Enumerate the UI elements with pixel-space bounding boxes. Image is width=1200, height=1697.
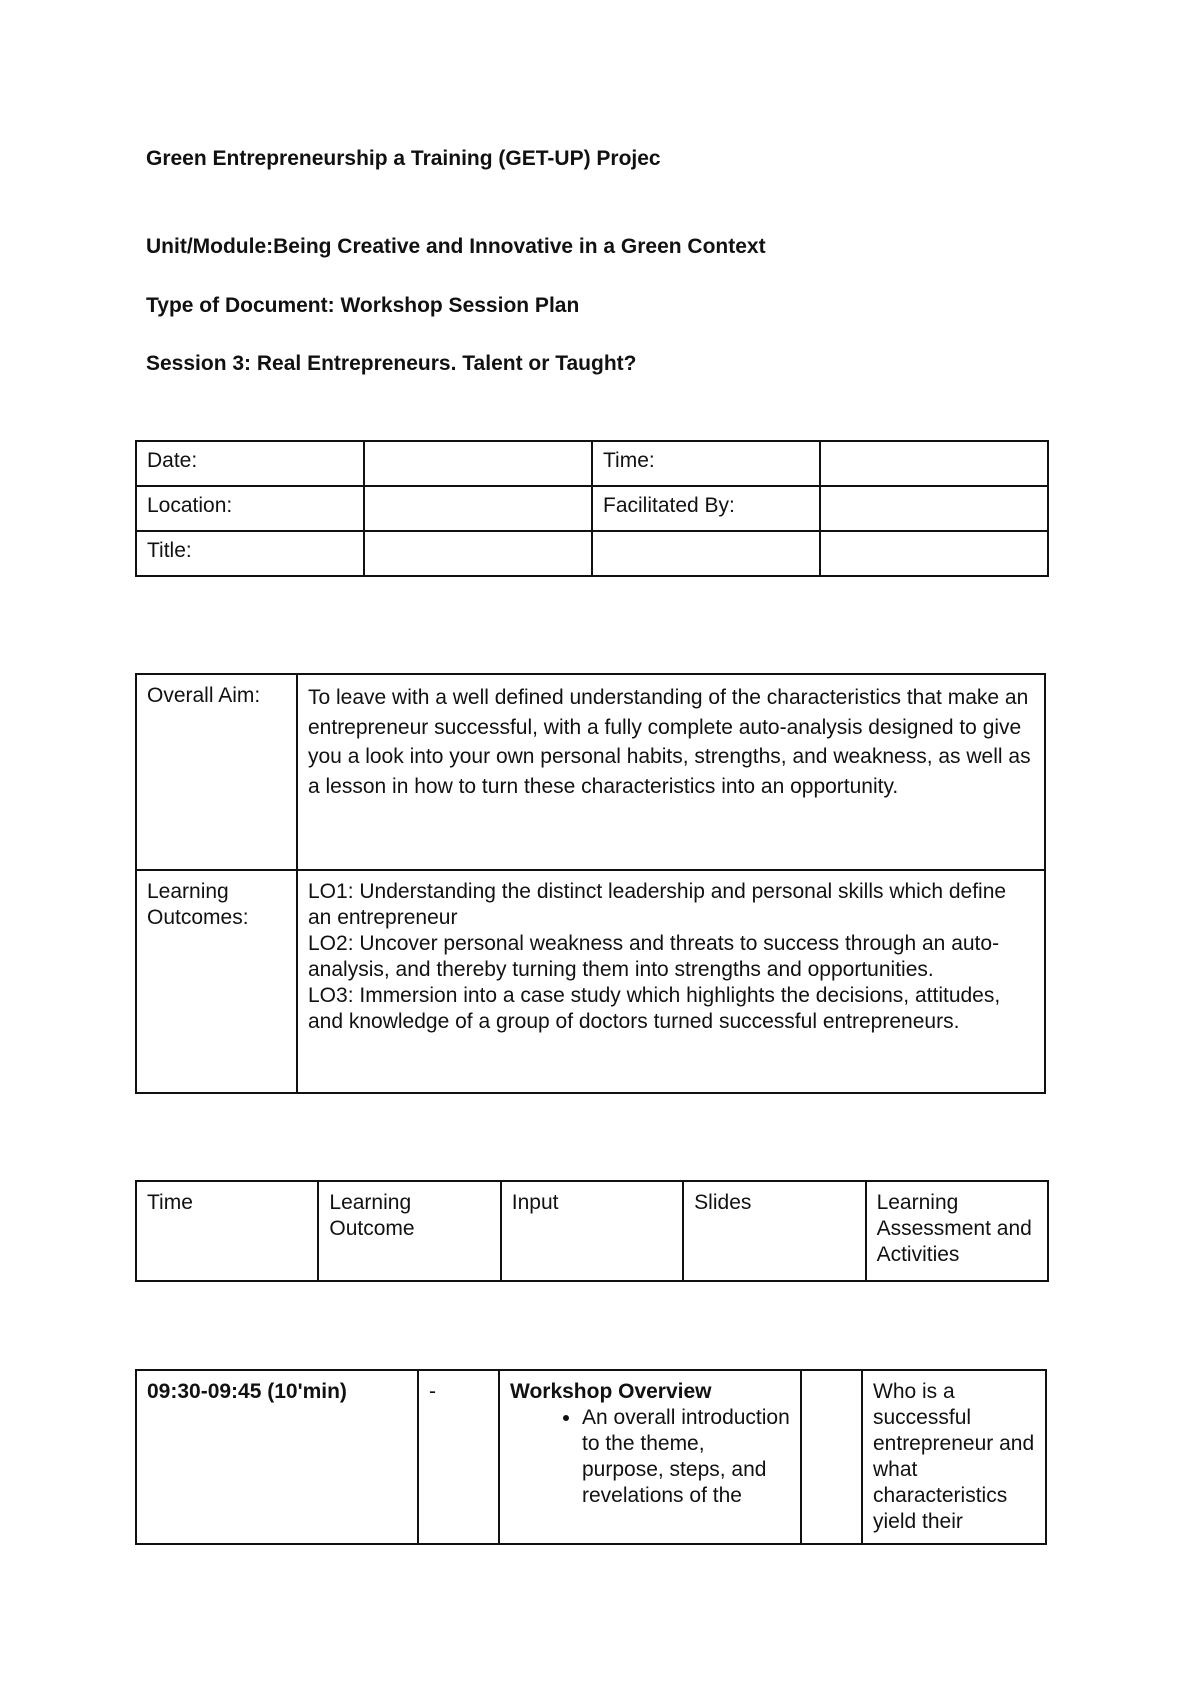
location-label: Location: <box>136 486 364 531</box>
facilitated-value <box>820 486 1048 531</box>
session-info-table <box>135 440 1049 577</box>
lo3-text: LO3: Immersion into a case study which highlights the decisions, attitudes, and knowledge of a group of doctors turned successful entrepreneurs. <box>308 984 1001 1033</box>
table-row <box>136 1181 1048 1281</box>
col-assessment-header: Learning Assessment and Activities <box>866 1181 1048 1281</box>
learning-outcomes-label: Learning Outcomes: <box>136 870 297 1093</box>
learning-outcomes-list <box>297 870 1045 1093</box>
table-row <box>136 441 1048 486</box>
aims-table <box>135 673 1046 1094</box>
empty-cell <box>592 531 820 576</box>
date-value <box>364 441 592 486</box>
list-item: • An overall introduction to the theme, purpose, steps, and revelations of the <box>582 1405 790 1509</box>
overall-aim-label: Overall Aim: <box>136 674 297 870</box>
row-slides <box>801 1370 862 1544</box>
project-title: Green Entrepreneurship a Training (GET-UP) Projec <box>146 147 661 170</box>
workshop-overview-title: Workshop Overview <box>510 1380 712 1403</box>
facilitated-label: Facilitated By: <box>592 486 820 531</box>
time-value <box>820 441 1048 486</box>
col-time-header: Time <box>136 1181 318 1281</box>
lo2-text: LO2: Uncover personal weakness and threats to success through an auto-analysis, and thereby turning them into strengths and opportunities. <box>308 932 1000 981</box>
row-assessment: Who is a successful entrepreneur and what characteristics yield their <box>862 1370 1046 1544</box>
lo1-text: LO1: Understanding the distinct leadership and personal skills which define an entrepreneur <box>308 880 1007 929</box>
date-label: Date: <box>136 441 364 486</box>
row-time: 09:30-09:45 (10'min) <box>136 1370 418 1544</box>
col-learning-outcome-header: Learning Outcome <box>318 1181 500 1281</box>
title-label: Title: <box>136 531 364 576</box>
col-slides-header: Slides <box>683 1181 865 1281</box>
table-row <box>136 486 1048 531</box>
time-label: Time: <box>592 441 820 486</box>
document-type: Type of Document: Workshop Session Plan <box>146 294 580 317</box>
session-title: Session 3: Real Entrepreneurs. Talent or Taught? <box>146 352 637 375</box>
table-row <box>136 531 1048 576</box>
col-input-header: Input <box>501 1181 683 1281</box>
input-bullet-list <box>510 1405 790 1509</box>
title-value <box>364 531 592 576</box>
table-row <box>136 1370 1046 1544</box>
table-row <box>136 674 1045 870</box>
schedule-header-table <box>135 1180 1049 1282</box>
unit-module: Unit/Module:Being Creative and Innovative in a Green Context <box>146 235 766 258</box>
location-value <box>364 486 592 531</box>
schedule-table <box>135 1369 1047 1545</box>
table-row <box>136 870 1045 1093</box>
row-outcome: - <box>418 1370 499 1544</box>
row-input <box>499 1370 801 1544</box>
empty-cell <box>820 531 1048 576</box>
overall-aim-text: To leave with a well defined understanding of the characteristics that make an entrepreneur successful, with a fully complete auto-analysis designed to give you a look into your own personal habits, strengths, and weakness, as well as a lesson in how to turn these characteristics into an opportunity. <box>297 674 1045 870</box>
